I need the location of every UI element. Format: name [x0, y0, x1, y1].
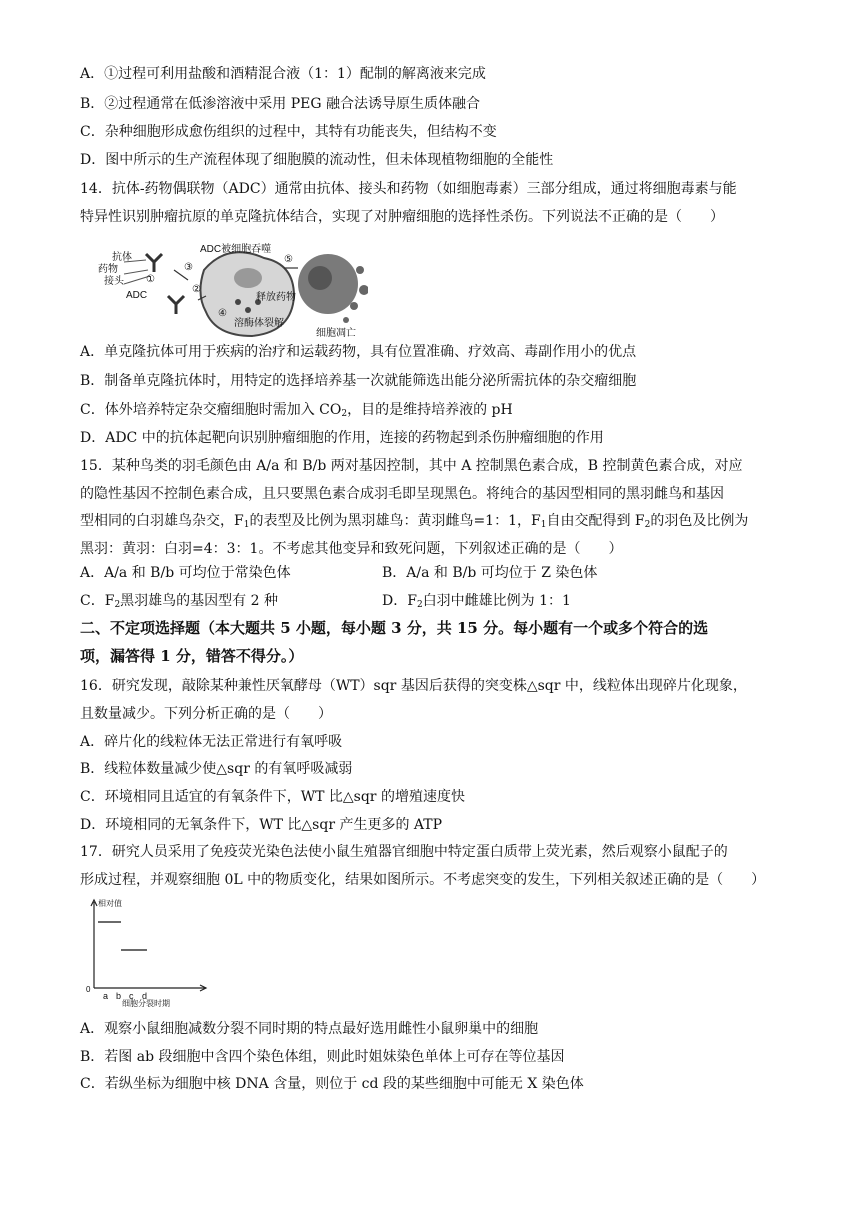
q15-stem-line4: 黑羽：黄羽：白羽=4：3：1。不考虑其他变异和致死问题，下列叙述正确的是（ ） — [80, 541, 623, 557]
step-3: ③ — [184, 262, 193, 273]
label-death: 细胞凋亡 — [316, 328, 356, 339]
adc-mechanism-figure — [88, 240, 368, 340]
q15-stem-line3: 型相同的白羽雄鸟杂交，$F_1$的表型及比例为黑羽雄鸟：黄羽雌鸟=1：1，$F_1$自由交配得到 $F_2$的羽色及比例为 — [80, 513, 749, 530]
label-linker: 接头 — [104, 276, 124, 287]
x-tick-b: b — [116, 991, 122, 1001]
label-lysosome: 溶酶体裂解 — [234, 318, 284, 329]
label-release: 释放药物 — [256, 292, 296, 303]
q15-option-a: A．A/a 和 B/b 可均位于常染色体 — [80, 565, 291, 581]
q17-stem-line2: 形成过程，并观察细胞 0L 中的物质变化，结果如图所示。不考虑突变的发生，下列相关叙述正确的是（ ） — [80, 872, 766, 888]
q14-c-sub: 2 — [341, 409, 348, 419]
q15-option-d: D．$F_2$白羽中雌雄比例为 1：1 — [382, 593, 571, 610]
section2-heading-line2: 项，漏答得 1 分，错答不得分。） — [80, 647, 304, 665]
q17-stem-line1: 17．研究人员采用了免疫荧光染色法使小鼠生殖器官细胞中特定蛋白质带上荧光素，然后观察小鼠配子的 — [80, 844, 728, 860]
label-drug: 药物 — [98, 264, 118, 275]
q14-c-pre: C．体外培养特定杂交瘤细胞时需加入 CO — [80, 402, 342, 418]
q16-option-b: B．线粒体数量减少使△sqr 的有氧呼吸减弱 — [80, 761, 353, 777]
q16-option-d: D．环境相同的无氧条件下，WT 比△sqr 产生更多的 ATP — [80, 817, 443, 833]
chart-xlabel: 细胞分裂时期 — [122, 999, 170, 1008]
step-5: ⑤ — [284, 254, 293, 265]
label-engulf: ADC被细胞吞噬 — [200, 244, 272, 255]
q17-option-a: A．观察小鼠细胞减数分裂不同时期的特点最好选用雌性小鼠卵巢中的细胞 — [80, 1021, 539, 1037]
label-antibody: 抗体 — [112, 252, 132, 263]
label-adc: ADC — [126, 290, 148, 301]
q13-option-a: A．①过程可利用盐酸和酒精混合液（1：1）配制的解离液来完成 — [80, 66, 486, 82]
q14-option-c — [80, 400, 513, 424]
x-tick-c: c — [129, 991, 134, 1001]
chart-ylabel: 相对值 — [98, 899, 122, 908]
chart-origin: 0 — [86, 985, 91, 994]
x-tick-d: d — [142, 991, 148, 1001]
q14-option-d: D．ADC 中的抗体起靶向识别肿瘤细胞的作用，连接的药物起到杀伤肿瘤细胞的作用 — [80, 430, 604, 446]
q16-option-c: C．环境相同且适宜的有氧条件下，WT 比△sqr 的增殖速度快 — [80, 789, 465, 805]
q16-stem-line2: 且数量减少。下列分析正确的是（ ） — [80, 706, 332, 722]
q14-stem-line1: 14．抗体-药物偶联物（ADC）通常由抗体、接头和药物（如细胞毒素）三部分组成，通过将细胞毒素与能 — [80, 181, 737, 197]
q13-option-c: C．杂种细胞形成愈伤组织的过程中，其特有功能丧失，但结构不变 — [80, 124, 497, 140]
q17-chart — [84, 896, 214, 1010]
q17-option-b: B．若图 ab 段细胞中含四个染色体组，则此时姐妹染色单体上可存在等位基因 — [80, 1049, 565, 1065]
section2-heading-line1: 二、不定项选择题（本大题共 5 小题，每小题 3 分，共 15 分。每小题有一个或多个符合的选 — [80, 619, 709, 637]
q14-stem-line2: 特异性识别肿瘤抗原的单克隆抗体结合，实现了对肿瘤细胞的选择性杀伤。下列说法不正确的是（ ） — [80, 209, 724, 225]
step-2: ② — [192, 284, 201, 295]
q14-option-a: A．单克隆抗体可用于疾病的治疗和运载药物，具有位置准确、疗效高、毒副作用小的优点 — [80, 344, 637, 360]
q13-option-d: D．图中所示的生产流程体现了细胞膜的流动性，但未体现植物细胞的全能性 — [80, 152, 554, 168]
q15-stem-line2: 的隐性基因不控制色素合成，且只要黑色素合成羽毛即呈现黑色。将纯合的基因型相同的黑羽雌鸟和基因 — [80, 486, 724, 502]
q14-c-post: ，目的是维持培养液的 pH — [347, 402, 513, 418]
q15-option-c: C．$F_2$黑羽雄鸟的基因型有 2 种 — [80, 593, 278, 610]
q16-stem-line1: 16．研究发现，敲除某种兼性厌氧酵母（WT）sqr 基因后获得的突变株△sqr 中，线粒体出现碎片化现象， — [80, 678, 747, 694]
q15-option-b: B．A/a 和 B/b 可均位于 Z 染色体 — [382, 565, 598, 581]
q16-option-a: A．碎片化的线粒体无法正常进行有氧呼吸 — [80, 734, 343, 750]
q13-option-b: B．②过程通常在低渗溶液中采用 PEG 融合法诱导原生质体融合 — [80, 96, 481, 112]
q15-stem-line1: 15．某种鸟类的羽毛颜色由 A/a 和 B/b 两对基因控制，其中 A 控制黑色素合成，B 控制黄色素合成，对应 — [80, 458, 743, 474]
q14-option-b: B．制备单克隆抗体时，用特定的选择培养基一次就能筛选出能分泌所需抗体的杂交瘤细胞 — [80, 373, 637, 389]
step-4: ④ — [218, 308, 227, 319]
step-1: ① — [146, 274, 155, 285]
x-tick-a: a — [103, 991, 109, 1001]
q17-option-c: C．若纵坐标为细胞中核 DNA 含量，则位于 cd 段的某些细胞中可能无 X 染色体 — [80, 1076, 584, 1092]
